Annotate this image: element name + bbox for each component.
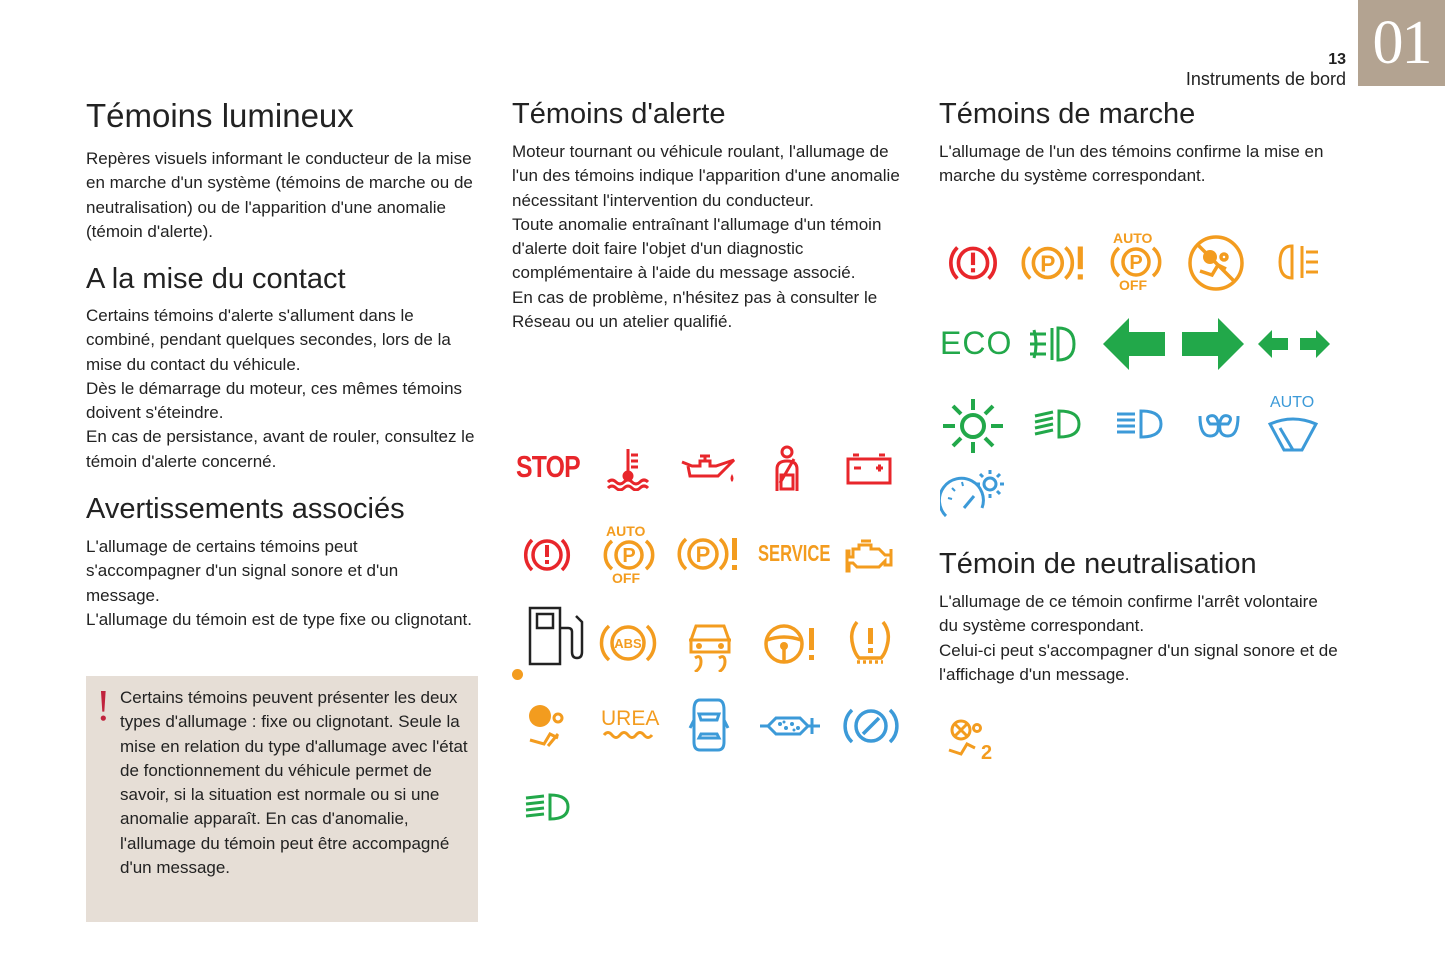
parking-brake-fault-icon xyxy=(1021,240,1087,286)
parking-brake-auto-off-icon xyxy=(1110,243,1162,281)
power-steering-icon xyxy=(762,622,820,666)
engine-fault-icon xyxy=(845,537,895,573)
chapter-tab: 01 xyxy=(1358,0,1445,86)
abs-label: ABS xyxy=(614,636,642,651)
note-box xyxy=(86,676,478,922)
title-temoins-lumineux: Témoins lumineux xyxy=(86,97,354,134)
service-icon: SERVICE xyxy=(758,540,831,566)
title-temoins-marche: Témoins de marche xyxy=(939,98,1196,130)
auto-label: AUTO xyxy=(606,523,646,539)
svg-text:P: P xyxy=(1129,252,1143,274)
intro-text: Repères visuels informant le conducteur de la mise en marche d'un système (témoins de marche ou de neutralisation) ou de l'apparition d'une anomalie (témoin d'alerte). xyxy=(86,149,473,241)
turn-left-icon xyxy=(1101,316,1167,372)
heading-mise-du-contact: A la mise du contact xyxy=(86,263,346,295)
heading-avertissements: Avertissements associés xyxy=(86,493,405,525)
fuel-level-icon xyxy=(526,602,588,666)
svg-text:P: P xyxy=(695,542,711,567)
auto-label: AUTO xyxy=(1113,230,1153,246)
dipped-beam-icon xyxy=(1031,408,1083,440)
airbag-number-label: 2 xyxy=(981,742,993,762)
urea-icon: UREA xyxy=(601,707,660,730)
contact-text: Certains témoins d'alerte s'allument dans le combiné, pendant quelques secondes, lors de la mise du contact du véhicule. Dès le démarrage du moteur, ces mêmes témoins doivent s'éteindre. En cas de persistance, avant de rouler, consultez le témoin d'alerte concerné. xyxy=(86,306,475,471)
esp-icon xyxy=(683,616,737,672)
off-label: OFF xyxy=(1119,277,1147,293)
headlamp-adjust-icon xyxy=(524,792,572,822)
off-label: OFF xyxy=(612,570,640,586)
cruise-control-fault-icon xyxy=(841,702,901,750)
fuel-reserve-dot-icon xyxy=(512,669,523,680)
main-beam-icon xyxy=(1113,408,1165,440)
section-title: Instruments de bord xyxy=(1185,69,1346,89)
seatbelt-icon xyxy=(770,445,804,493)
preheating-icon xyxy=(1196,410,1242,440)
speed-limiter-icon xyxy=(940,466,1006,524)
warning-mark-icon: ! xyxy=(96,681,111,730)
airbag-off-icon xyxy=(1186,233,1246,293)
tyre-pressure-icon xyxy=(845,618,895,666)
turn-right-icon xyxy=(1180,316,1246,372)
coolant-temperature-icon xyxy=(605,445,651,491)
title-temoins-alerte: Témoins d'alerte xyxy=(512,98,726,130)
abs-icon xyxy=(598,618,658,668)
alerte-text: Moteur tournant ou véhicule roulant, l'allumage de l'un des témoins indique l'apparition d'une anomalie nécessitant l'intervention du conducteur. Toute anomalie entraînant l'allumage d'un témoin d'alerte doit faire l'objet d'un diagnostic complémentaire à l'aide du message associé. En cas de problème, n'hésitez pas à consulter le Réseau ou un atelier qualifié. xyxy=(512,142,900,332)
stop-icon: STOP xyxy=(516,449,580,484)
oil-pressure-icon xyxy=(680,452,738,486)
page-number: 13 xyxy=(1328,51,1346,68)
note-text: Certains témoins peuvent présenter les deux types d'allumage : fixe ou clignotant. Seule la mise en relation du type d'allumage avec l'état de fonctionnement du véhicule permet de savoir, si la situation est normale ou si une anomalie apparaît. En cas d'anomalie, l'allumage du témoin peut être accompagné d'un message. xyxy=(120,688,468,878)
brake-warning-icon xyxy=(522,530,572,580)
parking-brake-fault-icon xyxy=(677,532,741,576)
parking-brake-auto-off-icon xyxy=(603,536,655,574)
auto-wiper-icon xyxy=(1266,414,1320,454)
particle-filter-icon xyxy=(758,708,822,744)
marche-text: L'allumage de l'un des témoins confirme la mise en marche du système correspondant. xyxy=(939,142,1324,186)
battery-icon xyxy=(845,452,893,486)
sidelights-icon xyxy=(940,396,1006,456)
urea-wave-icon xyxy=(602,730,654,740)
avertissements-text: L'allumage de certains témoins peut s'accompagner d'un signal sonore et d'un message. L'allumage du témoin est de type fixe ou clignotant. xyxy=(86,537,472,629)
rear-fog-light-icon xyxy=(1276,242,1322,282)
front-fog-light-icon xyxy=(1026,324,1078,364)
hazard-arrows-icon xyxy=(1256,327,1332,361)
eco-icon: ECO xyxy=(940,325,1013,361)
wiper-auto-label: AUTO xyxy=(1270,394,1315,411)
heading-temoin-neutralisation: Témoin de neutralisation xyxy=(939,548,1257,580)
svg-text:P: P xyxy=(622,545,636,567)
svg-text:P: P xyxy=(1040,250,1056,277)
neutralisation-text: L'allumage de ce témoin confirme l'arrêt volontaire du système correspondant. Celui-ci peut s'accompagner d'un signal sonore et de l'affichage d'un message. xyxy=(939,592,1338,684)
passenger-airbag-off-icon xyxy=(945,716,1001,762)
airbag-passenger-icon xyxy=(524,702,574,752)
brake-warning-icon xyxy=(947,237,999,289)
door-open-icon xyxy=(688,696,730,754)
